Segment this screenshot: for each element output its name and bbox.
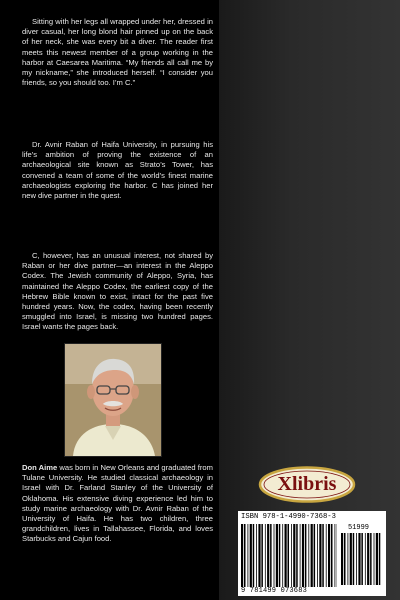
barcode-bar	[348, 533, 349, 585]
cover-side-panel	[219, 0, 400, 600]
barcode-bar	[335, 524, 336, 587]
barcode-bar	[291, 524, 292, 587]
barcode-bar	[314, 524, 316, 587]
barcode-bar	[274, 524, 275, 587]
barcode-bar	[279, 524, 281, 587]
barcode-bar	[379, 533, 381, 585]
barcode-bar	[302, 524, 304, 587]
barcode-bar	[258, 524, 260, 587]
barcode-bars	[241, 524, 337, 587]
barcode-bar	[285, 524, 287, 587]
barcode-bar	[341, 533, 343, 585]
barcode-bar	[265, 524, 266, 587]
barcode-bar	[358, 533, 360, 585]
barcode-bar	[250, 524, 252, 587]
barcode-bar	[276, 524, 278, 587]
isbn-label: ISBN 978-1-4990-7368-3	[241, 513, 336, 521]
synopsis-text-1: Sitting with her legs all wrapped under her, dressed in diver casual, her long blond hair pinned up on the back of her neck, she was every bit a diver. The reader first meets this newest member of a group working in the harbor at Caesarea Maritima. “My friends all call me by my nickname,” she introduced herself. “I consider you friends, so you should too. I’m C.”	[22, 17, 213, 88]
barcode-bar	[261, 524, 263, 587]
barcode-main-digits: 9 781499 073683	[241, 587, 308, 595]
author-bio	[22, 463, 213, 545]
author-photo	[64, 343, 162, 457]
barcode-bar	[367, 533, 369, 585]
barcode-bar	[331, 524, 333, 587]
barcode-bar	[370, 533, 372, 585]
barcode-bar	[305, 524, 307, 587]
barcode-bar	[300, 524, 301, 587]
barcode-bar	[376, 533, 378, 585]
synopsis-paragraph-1	[22, 17, 213, 88]
synopsis-text-3: C, however, has an unusual interest, not shared by Raban or her dive partner—an interest in the Aleppo Codex. The Jewish community of Aleppo, Syria, has maintained the Aleppo Codex, the earliest copy of the Hebrew Bible known to exist, intact for the past five hundred years. Now, the codex, having been recently smuggled into Israel, is missing two hundred pages. Israel wants the pages back.	[22, 251, 213, 332]
publisher-logo	[257, 466, 357, 503]
synopsis-paragraph-3	[22, 251, 213, 333]
barcode-bar	[328, 524, 330, 587]
isbn-barcode	[238, 511, 386, 596]
barcode-bar	[326, 524, 327, 587]
barcode-bar	[253, 524, 255, 587]
barcode-bar	[288, 524, 290, 587]
barcode-bar	[270, 524, 272, 587]
barcode-bar	[311, 524, 313, 587]
barcode-bar	[361, 533, 363, 585]
barcode-bar	[267, 524, 269, 587]
barcode-bar	[344, 533, 346, 585]
barcode-bar	[317, 524, 318, 587]
barcode-bar	[350, 533, 352, 585]
barcode-bar	[356, 533, 357, 585]
barcode-supplement-bars	[341, 533, 381, 585]
author-name: Don Aime	[22, 463, 58, 472]
barcode-bar	[282, 524, 283, 587]
barcode-bar	[319, 524, 321, 587]
barcode-bar	[374, 533, 375, 585]
barcode-bar	[296, 524, 298, 587]
barcode-bar	[256, 524, 257, 587]
barcode-supplement-digits: 51999	[348, 524, 370, 532]
barcode-bar	[248, 524, 249, 587]
synopsis-text-2: Dr. Avnir Raban of Haifa University, in pursuing his life’s ambition of proving the existence of an archaeological site known as Strato’s Tower, has convened a team of some of the world’s finest marine archaeologists exploring the harbor. C has joined her new dive partner in the quest.	[22, 140, 213, 201]
barcode-bar	[244, 524, 246, 587]
publisher-logo-text: Xlibris	[277, 473, 337, 495]
barcode-bar	[241, 524, 243, 587]
author-bio-text: was born in New Orleans and graduated from Tulane University. He studied classical archaeology in Israel with Dr. Farland Stanley of the University of Oklahoma. His extensive diving experience led him to study marine archaeology with Dr. Avnir Raban of the University of Haifa. He has two children, three grandchildren, lives in Tallahassee, Florida, and loves Starbucks and Cajun food.	[22, 463, 213, 544]
synopsis-paragraph-2	[22, 140, 213, 201]
barcode-bar	[353, 533, 355, 585]
barcode-bar	[365, 533, 366, 585]
barcode-bar	[322, 524, 324, 587]
barcode-bar	[293, 524, 295, 587]
barcode-bar	[308, 524, 309, 587]
